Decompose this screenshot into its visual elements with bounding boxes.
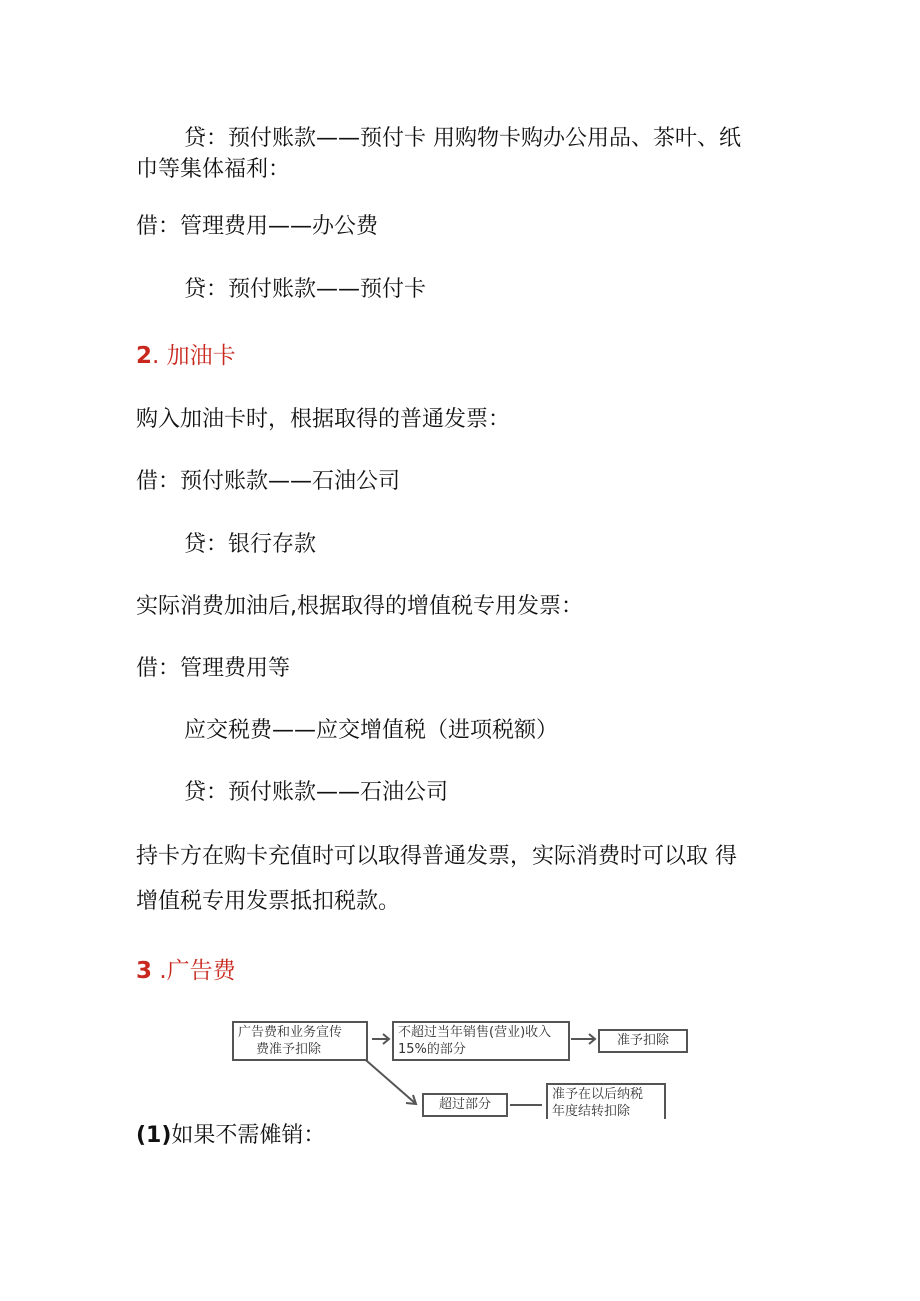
text-line-11: 贷：预付账款——石油公司 xyxy=(184,780,449,805)
arrow-a-to-d xyxy=(360,1055,416,1104)
text-line-10: 应交税费——应交增值税（进项税额） xyxy=(184,718,559,743)
text-line-5: 购入加油卡时，根据取得的普通发票： xyxy=(136,407,511,432)
item-number: (1) xyxy=(136,1123,172,1148)
box-text: 年度结转扣除 xyxy=(552,1104,631,1119)
text-line-4: 贷：预付账款——预付卡 xyxy=(184,277,427,302)
section-heading-2 xyxy=(136,341,236,371)
box-carry-forward xyxy=(546,1083,666,1119)
section-heading-3 xyxy=(136,956,236,986)
box-deductible xyxy=(232,1021,368,1061)
text-line-1: 贷：预付账款——预付卡 用购物卡购办公用品、茶叶、纸 xyxy=(184,126,741,151)
box-text: 15%的部分 xyxy=(398,1042,466,1057)
item-text: 如果不需傩销： xyxy=(171,1123,326,1148)
box-allowed xyxy=(598,1029,688,1053)
text-line-7: 贷：银行存款 xyxy=(184,532,317,557)
box-text: 费准予扣除 xyxy=(256,1042,322,1057)
sub-item-1 xyxy=(136,1121,325,1151)
text-line-6: 借：预付账款——石油公司 xyxy=(136,469,401,494)
box-text: 超过部分 xyxy=(438,1097,491,1112)
box-text: 准予扣除 xyxy=(616,1033,669,1048)
box-excess xyxy=(422,1093,508,1117)
box-text: 准予在以后纳税 xyxy=(552,1087,644,1102)
box-text: 广告费和业务宣传 xyxy=(238,1025,343,1040)
arrow-a-to-b xyxy=(372,1034,389,1044)
text-line-8: 实际消费加油后,根据取得的增值税专用发票： xyxy=(136,594,583,619)
arrow-b-to-c xyxy=(571,1034,595,1044)
text-line-12: 持卡方在购卡充值时可以取得普通发票，实际消费时可以取 得 xyxy=(136,844,737,869)
box-within-limit xyxy=(392,1021,570,1061)
text-line-13: 增值税专用发票抵扣税款。 xyxy=(136,889,401,914)
section-number: 2 xyxy=(136,343,153,369)
section-number: 3 xyxy=(136,958,153,984)
text-line-2: 巾等集体福利： xyxy=(136,157,291,182)
text-line-9: 借：管理费用等 xyxy=(136,656,291,681)
section-title: . 加油卡 xyxy=(152,343,236,369)
section-title: .广告费 xyxy=(152,958,236,984)
box-text: 不超过当年销售(营业)收入 xyxy=(398,1025,552,1040)
deduction-flowchart xyxy=(232,1017,702,1119)
text-line-3: 借：管理费用——办公费 xyxy=(136,214,379,239)
